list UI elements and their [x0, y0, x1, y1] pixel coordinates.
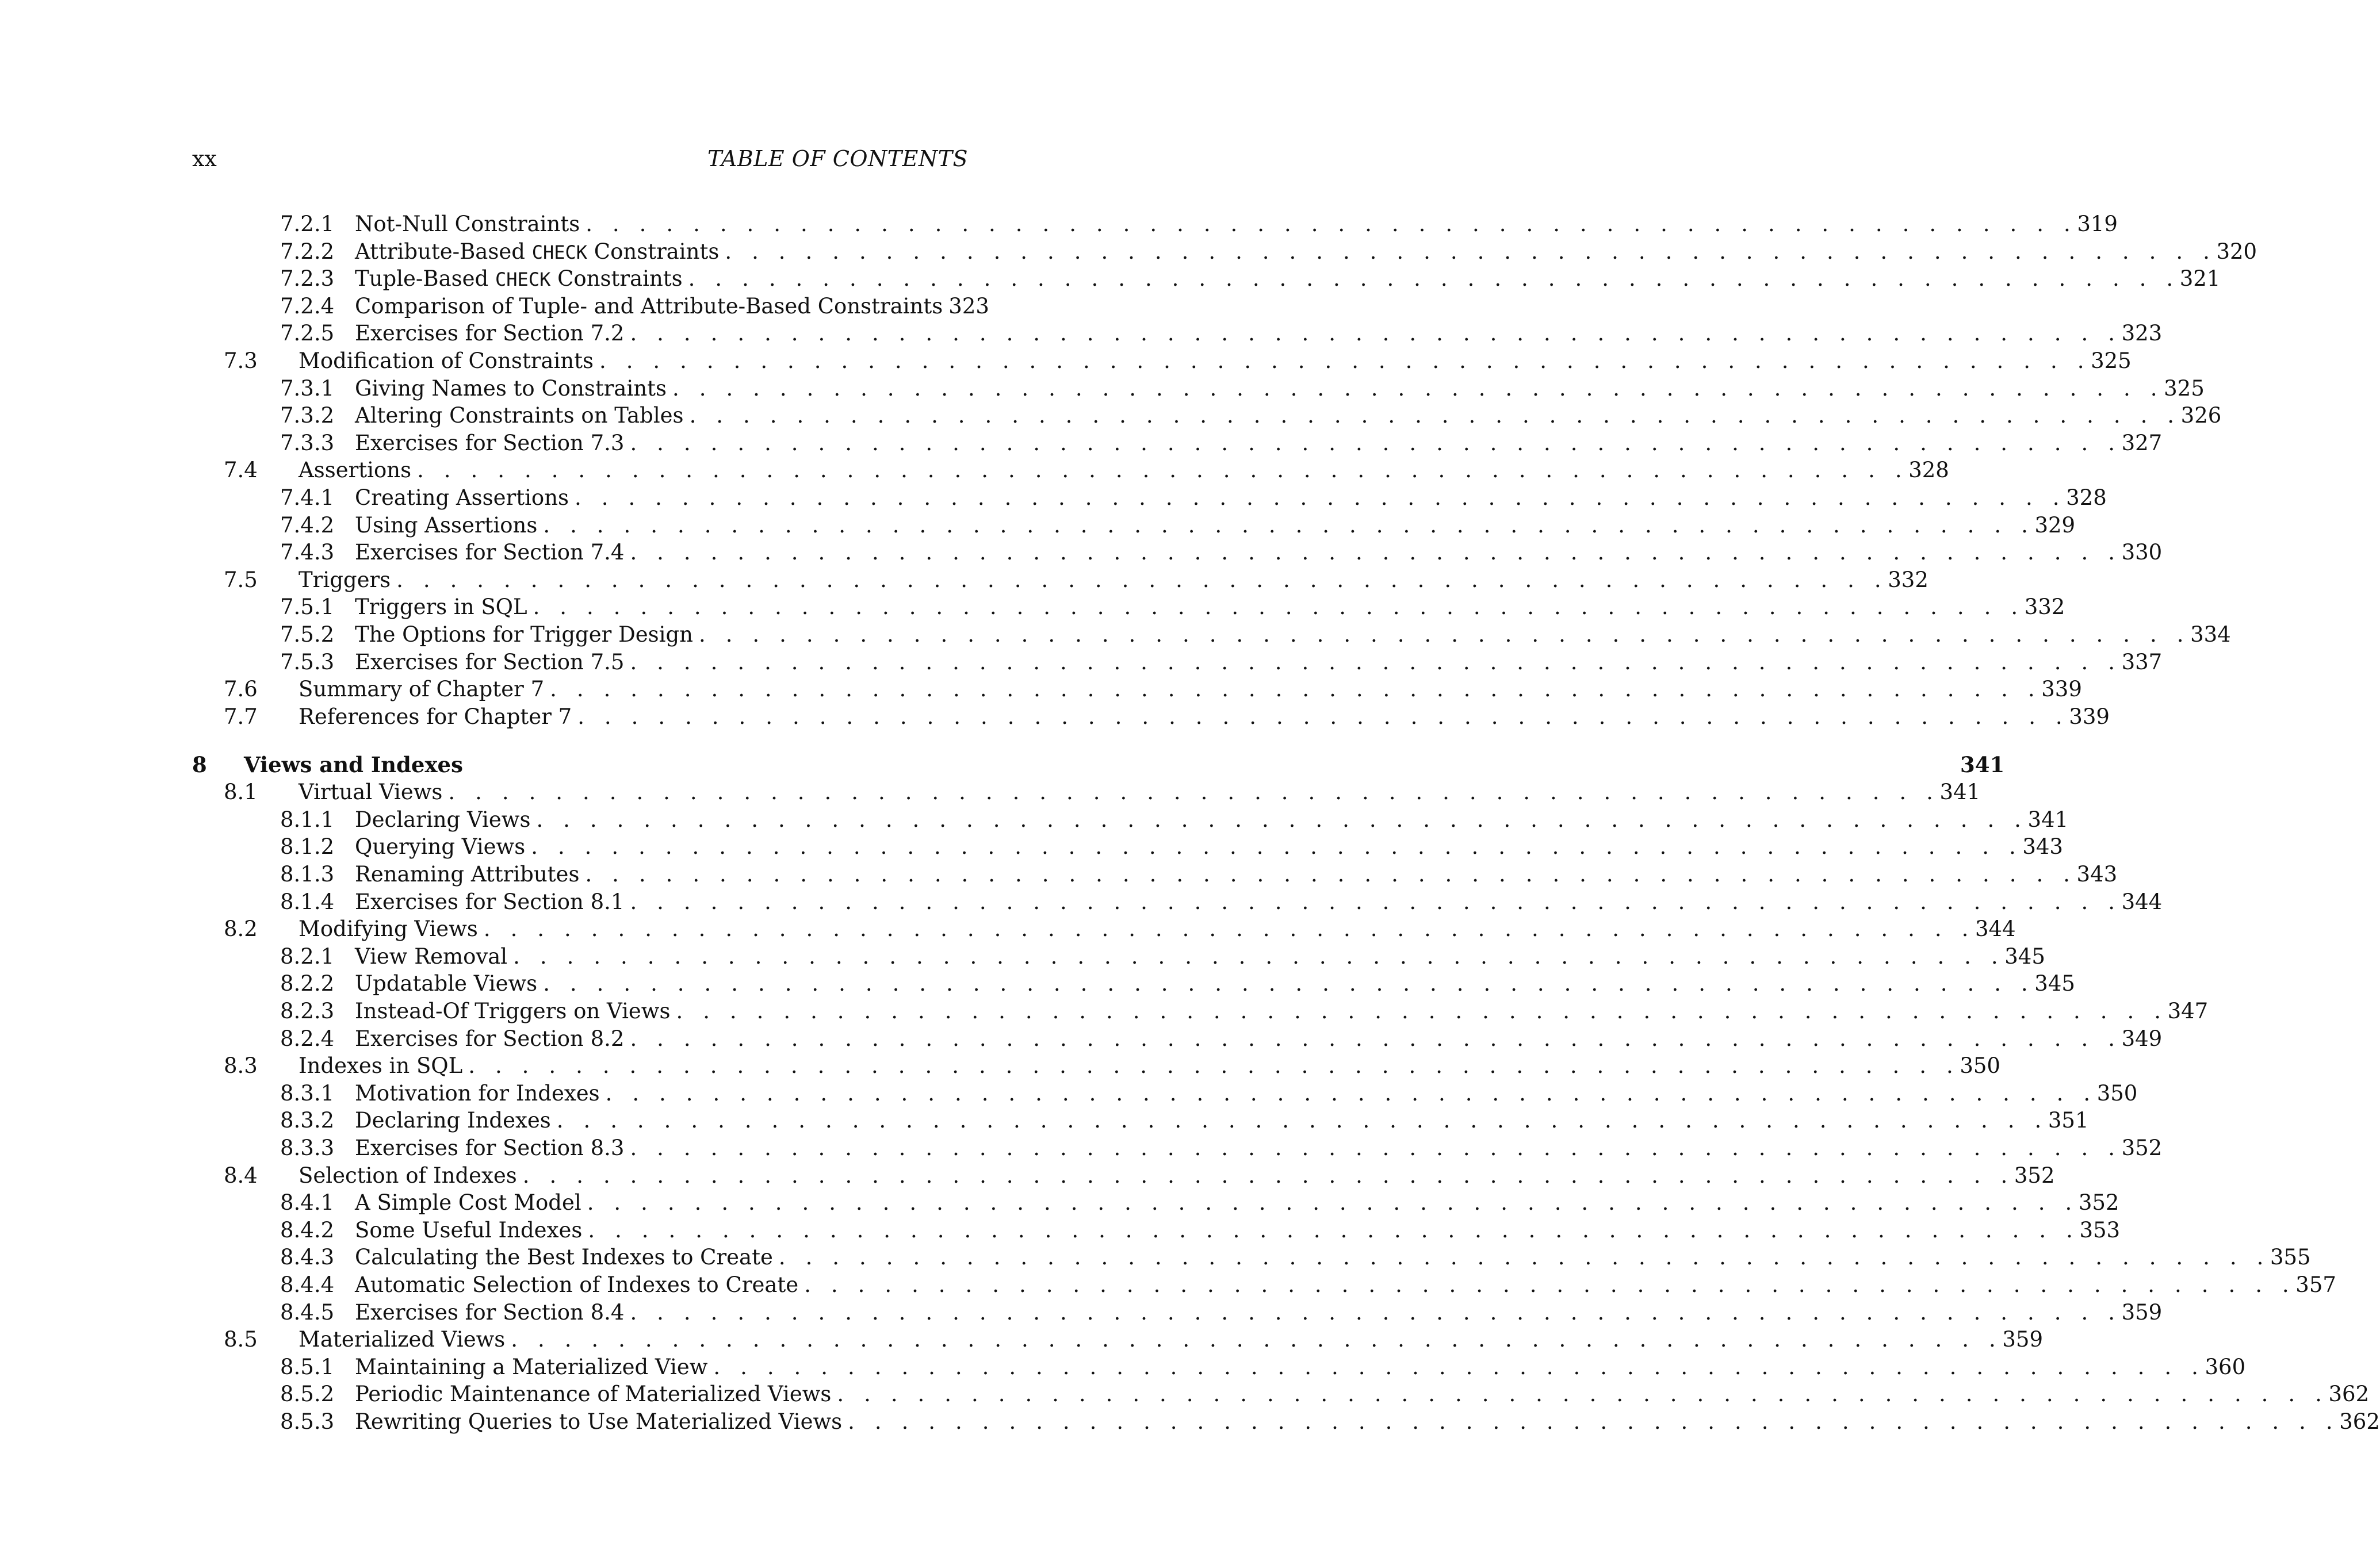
- toc-entry-title: Some Useful Indexes: [355, 1217, 583, 1243]
- toc-leader-dots: . . . . . . . . . . . . . . . . . . . . . . . . . . . . . . . . . . . . . . . . . . . . . . . . . . . . . . . .: [417, 458, 1909, 483]
- toc-leader-dots: . . . . . . . . . . . . . . . . . . . . . . . . . . . . . . . . . . . . . . . . . . . . . . . . . . . . . . . .: [713, 1354, 2205, 1379]
- toc-entry-title: Modification of Constraints: [299, 348, 594, 373]
- toc-leader-dots: . . . . . . . . . . . . . . . . . . . . . . . . . . . . . . . . . . . . . . . . . . . . . . . . . . . . . . . .: [672, 375, 2164, 401]
- toc-entry-title: Exercises for Section 7.4: [355, 540, 625, 565]
- toc-leader-dots: . . . . . . . . . . . . . . . . . . . . . . . . . . . . . . . . . . . . . . . . . . . . . . . . . . . . . . . .: [511, 1327, 2003, 1352]
- toc-entry-title-part: Constraints: [550, 266, 683, 292]
- toc-entry-subsection: [190, 375, 2205, 402]
- toc-entry-page: 326: [2180, 403, 2222, 428]
- toc-leader-dots: . . . . . . . . . . . . . . . . . . . . . . . . . . . . . . . . . . . . . . . . . . . . . . . . . . . . . . . .: [689, 403, 2181, 428]
- toc-entry-page: 345: [2034, 971, 2075, 996]
- toc-leader-dots: . . . . . . . . . . . . . . . . . . . . . . . . . . . . . . . . . . . . . . . . . . . . . . . . . . . . . . . .: [448, 780, 1940, 805]
- toc-entry-number: 7.4.3: [280, 540, 335, 565]
- toc-leader-dots: . . . . . . . . . . . . . . . . . . . . . . . . . . . . . . . . . . . . . . . . . . . . . . . . . . . . . . . .: [688, 266, 2180, 292]
- toc-leader-dots: . . . . . . . . . . . . . . . . . . . . . . . . . . . . . . . . . . . . . . . . . . . . . . . . . . . . . . . .: [543, 971, 2035, 996]
- toc-leader-dots: . . . . . . . . . . . . . . . . . . . . . . . . . . . . . . . . . . . . . . . . . . . . . . . . . . . . . . . .: [556, 1108, 2048, 1133]
- toc-entry-title: References for Chapter 7: [299, 704, 572, 729]
- toc-leader-dots: . . . . . . . . . . . . . . . . . . . . . . . . . . . . . . . . . . . . . . . . . . . . . . . . . . . . . . . .: [396, 567, 1888, 592]
- toc-entry-number: 7.7: [224, 704, 258, 729]
- toc-entry-page: 341: [1939, 780, 1981, 805]
- toc-entry-number: 7.5: [224, 567, 258, 592]
- table-of-contents: [190, 210, 2380, 1436]
- toc-entry-title: Comparison of Tuple- and Attribute-Based Constraints: [355, 293, 943, 319]
- toc-entry-number: 8.3.1: [280, 1080, 335, 1106]
- toc-entry-number: 8.2: [224, 917, 258, 942]
- toc-entry-page: 339: [2041, 677, 2082, 702]
- toc-entry-page: 347: [2167, 999, 2209, 1024]
- toc-entry-title: Modifying Views: [299, 917, 478, 942]
- toc-leader-dots: . . . . . . . . . . . . . . . . . . . . . . . . . . . . . . . . . . . . . . . . . . . . . . . . . . . . . . . .: [848, 1409, 2340, 1434]
- toc-leader-dots: . . . . . . . . . . . . . . . . . . . . . . . . . . . . . . . . . . . . . . . . . . . . . . . . . . . . . . . .: [630, 1026, 2122, 1051]
- toc-entry-chapter: [190, 751, 2005, 779]
- toc-entry-title: Summary of Chapter 7: [299, 677, 545, 702]
- toc-leader-dots: . . . . . . . . . . . . . . . . . . . . . . . . . . . . . . . . . . . . . . . . . . . . . . . . . . . . . . . .: [630, 540, 2122, 565]
- toc-entry-title: A Simple Cost Model: [355, 1190, 581, 1215]
- toc-entry-subsection: [190, 1244, 2311, 1271]
- toc-leader-dots: . . . . . . . . . . . . . . . . . . . . . . . . . . . . . . . . . . . . . . . . . . . . . . . . . . . . . . . .: [513, 944, 2005, 969]
- running-title: TABLE OF CONTENTS: [707, 146, 968, 171]
- toc-entry-number: 8.1.4: [280, 889, 335, 914]
- toc-entry-number: 7.2.2: [280, 239, 335, 264]
- toc-entry-title: Triggers: [299, 567, 391, 592]
- toc-entry-number: 7.3.3: [280, 430, 335, 455]
- toc-entry-title: Calculating the Best Indexes to Create: [355, 1245, 773, 1270]
- toc-entry-title: Periodic Maintenance of Materialized Views: [355, 1382, 832, 1407]
- toc-entry-title: Exercises for Section 8.1: [355, 889, 625, 914]
- toc-entry-number: 8.5: [224, 1327, 258, 1352]
- toc-entry-number: 8.4.3: [280, 1245, 335, 1270]
- toc-entry-title: Automatic Selection of Indexes to Create: [355, 1272, 799, 1297]
- toc-entry-subsection: [190, 1271, 2336, 1299]
- toc-entry-number: 8.4: [224, 1163, 258, 1188]
- toc-leader-dots: . . . . . . . . . . . . . . . . . . . . . . . . . . . . . . . . . . . . . . . . . . . . . . . . . . . . . . . .: [630, 1136, 2122, 1160]
- toc-entry-number: 8.4.4: [280, 1272, 335, 1297]
- toc-entry-number: 7.5.1: [280, 595, 335, 620]
- toc-entry-title: Maintaining a Materialized View: [355, 1354, 708, 1379]
- toc-entry-number: 8.4.1: [280, 1190, 335, 1215]
- toc-entry-number: 8.5.2: [280, 1382, 335, 1407]
- toc-leader-dots: . . . . . . . . . . . . . . . . . . . . . . . . . . . . . . . . . . . . . . . . . . . . . . . . . . . . . . . .: [605, 1080, 2097, 1106]
- toc-entry-page: 362: [2328, 1382, 2370, 1407]
- toc-entry-subsection: [190, 1134, 2163, 1162]
- toc-leader-dots: . . . . . . . . . . . . . . . . . . . . . . . . . . . . . . . . . . . . . . . . . . . . . . . . . . . . . . . .: [588, 1217, 2080, 1243]
- toc-entry-title: Triggers in SQL: [355, 595, 527, 620]
- toc-entry-number: 7.2.3: [280, 266, 335, 292]
- toc-entry-section: [190, 457, 1949, 484]
- toc-entry-page: 323: [948, 293, 989, 319]
- toc-entry-title: Exercises for Section 7.3: [355, 430, 625, 455]
- toc-entry-page: 350: [1960, 1053, 2000, 1079]
- toc-leader-dots: . . . . . . . . . . . . . . . . . . . . . . . . . . . . . . . . . . . . . . . . . . . . . . . . . . . . . . . .: [586, 212, 2077, 236]
- toc-entry-page: 345: [2004, 944, 2045, 969]
- toc-entry-subsection: [190, 861, 2118, 888]
- toc-entry-title-part: CHECK: [495, 269, 551, 291]
- toc-entry-number: 8.1.2: [280, 834, 335, 860]
- toc-entry-title-part: Attribute-Based: [355, 239, 532, 264]
- toc-entry-page: 332: [2024, 595, 2065, 620]
- toc-entry-page: 349: [2121, 1026, 2163, 1051]
- toc-entry-page: 323: [2121, 321, 2163, 346]
- toc-leader-dots: . . . . . . . . . . . . . . . . . . . . . . . . . . . . . . . . . . . . . . . . . . . . . . . . . . . . . . . .: [630, 321, 2122, 346]
- toc-entry-page: 328: [2066, 485, 2107, 510]
- toc-entry-page: 327: [2121, 430, 2163, 455]
- toc-entry-number: 7.5.2: [280, 622, 335, 647]
- toc-entry-subsection: [190, 806, 2069, 834]
- toc-entry-section: [190, 1326, 2043, 1353]
- toc-entry-page: 321: [2179, 266, 2221, 292]
- toc-entry-number: 7.2.5: [280, 321, 335, 346]
- toc-entry-title: Using Assertions: [355, 512, 538, 538]
- toc-entry-subsection: [190, 888, 2163, 916]
- toc-entry-title: Declaring Indexes: [355, 1108, 551, 1133]
- toc-leader-dots: . . . . . . . . . . . . . . . . . . . . . . . . . . . . . . . . . . . . . . . . . . . . . . . . . . . . . . . .: [630, 889, 2122, 914]
- toc-entry-page: 360: [2205, 1354, 2246, 1379]
- toc-entry-section: [190, 676, 2082, 703]
- toc-entry-title: Exercises for Section 8.3: [355, 1136, 625, 1160]
- toc-leader-dots: . . . . . . . . . . . . . . . . . . . . . . . . . . . . . . . . . . . . . . . . . . . . . . . . . . . . . . . .: [630, 1299, 2122, 1325]
- toc-entry-page: 357: [2295, 1272, 2336, 1297]
- toc-leader-dots: . . . . . . . . . . . . . . . . . . . . . . . . . . . . . . . . . . . . . . . . . . . . . . . . . . . . . . . .: [536, 807, 2028, 832]
- toc-leader-dots: . . . . . . . . . . . . . . . . . . . . . . . . . . . . . . . . . . . . . . . . . . . . . . . . . . . . . . . .: [587, 1190, 2079, 1215]
- toc-entry-title: The Options for Trigger Design: [355, 622, 693, 647]
- toc-entry-title: Assertions: [299, 458, 412, 483]
- toc-leader-dots: . . . . . . . . . . . . . . . . . . . . . . . . . . . . . . . . . . . . . . . . . . . . . . . . . . . . . . . .: [585, 862, 2077, 887]
- toc-leader-dots: . . . . . . . . . . . . . . . . . . . . . . . . . . . . . . . . . . . . . . . . . . . . . . . . . . . . . . . .: [522, 1163, 2014, 1188]
- toc-entry-section: [190, 703, 2110, 731]
- toc-entry-title: Rewriting Queries to Use Materialized Views: [355, 1409, 843, 1434]
- toc-entry-title: Creating Assertions: [355, 485, 569, 510]
- toc-entry-number: 7.3.1: [280, 375, 335, 401]
- toc-entry-page: 341: [2027, 807, 2069, 832]
- toc-entry-page: 351: [2048, 1108, 2089, 1133]
- toc-entry-number: 8.2.1: [280, 944, 335, 969]
- toc-entry-number: 8.5.3: [280, 1409, 335, 1434]
- toc-entry-number: 8.2.3: [280, 999, 335, 1024]
- toc-entry-page: 337: [2121, 649, 2163, 674]
- toc-entry-subsection: [190, 943, 2045, 971]
- toc-entry-number: 8.5.1: [280, 1354, 335, 1379]
- toc-entry-number: 7.3: [224, 348, 258, 373]
- toc-entry-number: 7.6: [224, 677, 258, 702]
- toc-entry-title: Giving Names to Constraints: [355, 375, 667, 401]
- toc-leader-dots: . . . . . . . . . . . . . . . . . . . . . . . . . . . . . . . . . . . . . . . . . . . . . . . . . . . . . . . .: [725, 239, 2217, 264]
- toc-entry-subsection: [190, 1408, 2380, 1436]
- toc-entry-title: [355, 238, 725, 267]
- toc-entry-subsection: [190, 210, 2118, 238]
- toc-entry-subsection: [190, 402, 2222, 430]
- toc-entry-page: 353: [2079, 1217, 2121, 1243]
- toc-leader-dots: . . . . . . . . . . . . . . . . . . . . . . . . . . . . . . . . . . . . . . . . . . . . . . . . . . . . . . . .: [676, 999, 2168, 1024]
- toc-entry-page: 350: [2096, 1080, 2138, 1106]
- toc-entry-title: Instead-Of Triggers on Views: [355, 999, 671, 1024]
- toc-leader-dots: . . . . . . . . . . . . . . . . . . . . . . . . . . . . . . . . . . . . . . . . . . . . . . . . . . . . . . . .: [778, 1245, 2270, 1270]
- toc-leader-dots: . . . . . . . . . . . . . . . . . . . . . . . . . . . . . . . . . . . . . . . . . . . . . . . . . . . . . . . .: [543, 512, 2035, 538]
- toc-entry-title: View Removal: [355, 944, 508, 969]
- toc-entry-title: Not-Null Constraints: [355, 212, 580, 236]
- toc-entry-number: 7.4: [224, 458, 258, 483]
- toc-entry-title: Exercises for Section 7.2: [355, 321, 625, 346]
- toc-entry-title-part: Constraints: [587, 239, 720, 264]
- toc-entry-page: 328: [1908, 458, 1949, 483]
- toc-entry-subsection: [190, 1107, 2089, 1134]
- toc-entry-title: Declaring Views: [355, 807, 531, 832]
- toc-entry-subsection: [190, 833, 2063, 861]
- toc-entry-subsection: [190, 430, 2163, 457]
- toc-entry-title: Selection of Indexes: [299, 1163, 517, 1188]
- toc-entry-number: 7.3.2: [280, 403, 335, 428]
- toc-entry-page: 355: [2270, 1245, 2311, 1270]
- toc-entry-title-part: Tuple-Based: [355, 266, 496, 292]
- toc-entry-subsection: [190, 649, 2163, 676]
- toc-entry-title: [355, 265, 688, 294]
- toc-entry-subsection: [190, 1353, 2246, 1381]
- toc-entry-subsection: [190, 265, 2221, 293]
- toc-entry-number: 8.3.2: [280, 1108, 335, 1133]
- toc-entry-subsection: [190, 593, 2065, 621]
- toc-entry-page: 352: [2014, 1163, 2055, 1188]
- toc-entry-subsection: [190, 1080, 2138, 1107]
- toc-entry-subsection: [190, 1189, 2119, 1217]
- toc-entry-title: Motivation for Indexes: [355, 1080, 600, 1106]
- toc-entry-title: Exercises for Section 8.2: [355, 1026, 625, 1051]
- toc-entry-subsection: [190, 484, 2107, 512]
- toc-entry-title: Updatable Views: [355, 971, 538, 996]
- toc-entry-title: Querying Views: [355, 834, 526, 860]
- toc-leader-dots: . . . . . . . . . . . . . . . . . . . . . . . . . . . . . . . . . . . . . . . . . . . . . . . . . . . . . . . .: [550, 677, 2042, 702]
- toc-leader-dots: . . . . . . . . . . . . . . . . . . . . . . . . . . . . . . . . . . . . . . . . . . . . . . . . . . . . . . . .: [599, 348, 2091, 373]
- toc-leader-dots: . . . . . . . . . . . . . . . . . . . . . . . . . . . . . . . . . . . . . . . . . . . . . . . . . . . . . . . .: [468, 1053, 1960, 1079]
- toc-entry-number: 8.1: [224, 780, 258, 805]
- page-number: xx: [192, 146, 217, 171]
- toc-leader-dots: . . . . . . . . . . . . . . . . . . . . . . . . . . . . . . . . . . . . . . . . . . . . . . . . . . . . . . . .: [630, 649, 2122, 674]
- toc-entry-section: [190, 1052, 2000, 1080]
- toc-entry-title: Altering Constraints on Tables: [355, 403, 684, 428]
- toc-entry-page: 344: [2121, 889, 2163, 914]
- toc-entry-subsection: [190, 1025, 2163, 1053]
- toc-entry-page: 352: [2078, 1190, 2119, 1215]
- toc-entry-subsection: [190, 293, 989, 320]
- toc-leader-dots: . . . . . . . . . . . . . . . . . . . . . . . . . . . . . . . . . . . . . . . . . . . . . . . . . . . . . . . .: [533, 595, 2025, 620]
- toc-entry-number: 8.4.2: [280, 1217, 335, 1243]
- toc-entry-page: 329: [2034, 512, 2076, 538]
- toc-entry-page: 319: [2077, 212, 2118, 236]
- toc-entry-subsection: [190, 1381, 2370, 1408]
- toc-leader-dots: . . . . . . . . . . . . . . . . . . . . . . . . . . . . . . . . . . . . . . . . . . . . . . . . . . . . . . . .: [804, 1272, 2296, 1297]
- toc-entry-number: 7.4.1: [280, 485, 335, 510]
- toc-entry-page: 359: [2121, 1299, 2163, 1325]
- toc-entry-page: 330: [2121, 540, 2163, 565]
- toc-entry-page: 343: [2076, 862, 2118, 887]
- toc-entry-subsection: [190, 512, 2076, 539]
- toc-entry-number: 7.5.3: [280, 649, 335, 674]
- toc-entry-section: [190, 347, 2132, 375]
- toc-entry-page: 362: [2339, 1409, 2380, 1434]
- toc-entry-subsection: [190, 238, 2257, 266]
- toc-entry-page: 339: [2069, 704, 2110, 729]
- toc-entry-subsection: [190, 998, 2209, 1025]
- toc-entry-page: 343: [2022, 834, 2063, 860]
- toc-entry-number: 8.1.1: [280, 807, 335, 832]
- toc-entry-number: 8: [192, 752, 207, 778]
- toc-entry-page: 332: [1888, 567, 1929, 592]
- toc-entry-title: Views and Indexes: [244, 752, 463, 778]
- toc-leader-dots: . . . . . . . . . . . . . . . . . . . . . . . . . . . . . . . . . . . . . . . . . . . . . . . . . . . . . . . .: [531, 834, 2023, 860]
- toc-entry-subsection: [190, 539, 2163, 566]
- toc-entry-subsection: [190, 970, 2075, 998]
- toc-entry-subsection: [190, 1217, 2121, 1244]
- toc-entry-section: [190, 566, 1929, 594]
- toc-leader-dots: . . . . . . . . . . . . . . . . . . . . . . . . . . . . . . . . . . . . . . . . . . . . . . . . . . . . . . . .: [698, 622, 2191, 647]
- toc-entry-number: 7.4.2: [280, 512, 335, 538]
- toc-entry-subsection: [190, 320, 2163, 347]
- toc-entry-section: [190, 915, 2016, 943]
- toc-entry-subsection: [190, 1299, 2163, 1326]
- toc-entry-page: 341: [1960, 752, 2005, 778]
- toc-entry-title: Virtual Views: [299, 780, 443, 805]
- toc-entry-section: [190, 779, 1981, 806]
- toc-entry-number: 8.2.2: [280, 971, 335, 996]
- toc-leader-dots: . . . . . . . . . . . . . . . . . . . . . . . . . . . . . . . . . . . . . . . . . . . . . . . . . . . . . . . .: [837, 1382, 2329, 1407]
- toc-entry-page: 334: [2190, 622, 2231, 647]
- toc-entry-page: 325: [2164, 375, 2205, 401]
- toc-leader-dots: . . . . . . . . . . . . . . . . . . . . . . . . . . . . . . . . . . . . . . . . . . . . . . . . . . . . . . . .: [630, 430, 2122, 455]
- toc-entry-title: Renaming Attributes: [355, 862, 580, 887]
- toc-entry-title: Materialized Views: [299, 1327, 506, 1352]
- toc-entry-number: 8.1.3: [280, 862, 335, 887]
- toc-leader-dots: . . . . . . . . . . . . . . . . . . . . . . . . . . . . . . . . . . . . . . . . . . . . . . . . . . . . . . . .: [577, 704, 2069, 729]
- toc-entry-number: 7.2.4: [280, 293, 335, 319]
- toc-entry-subsection: [190, 621, 2231, 649]
- toc-entry-number: 7.2.1: [280, 212, 335, 236]
- toc-entry-number: 8.3.3: [280, 1136, 335, 1160]
- toc-entry-title: Indexes in SQL: [299, 1053, 463, 1079]
- toc-entry-title: Exercises for Section 8.4: [355, 1299, 625, 1325]
- toc-entry-page: 352: [2121, 1136, 2163, 1160]
- toc-entry-page: 325: [2091, 348, 2132, 373]
- toc-entry-title-part: CHECK: [531, 241, 588, 263]
- toc-entry-number: 8.2.4: [280, 1026, 335, 1051]
- toc-entry-title: Exercises for Section 7.5: [355, 649, 625, 674]
- toc-entry-number: 8.3: [224, 1053, 258, 1079]
- toc-leader-dots: . . . . . . . . . . . . . . . . . . . . . . . . . . . . . . . . . . . . . . . . . . . . . . . . . . . . . . . .: [575, 485, 2067, 510]
- toc-entry-page: 359: [2002, 1327, 2043, 1352]
- toc-entry-page: 344: [1975, 917, 2016, 942]
- toc-entry-section: [190, 1162, 2055, 1190]
- toc-entry-number: 8.4.5: [280, 1299, 335, 1325]
- toc-leader-dots: . . . . . . . . . . . . . . . . . . . . . . . . . . . . . . . . . . . . . . . . . . . . . . . . . . . . . . . .: [483, 917, 1975, 942]
- toc-entry-page: 320: [2216, 239, 2257, 264]
